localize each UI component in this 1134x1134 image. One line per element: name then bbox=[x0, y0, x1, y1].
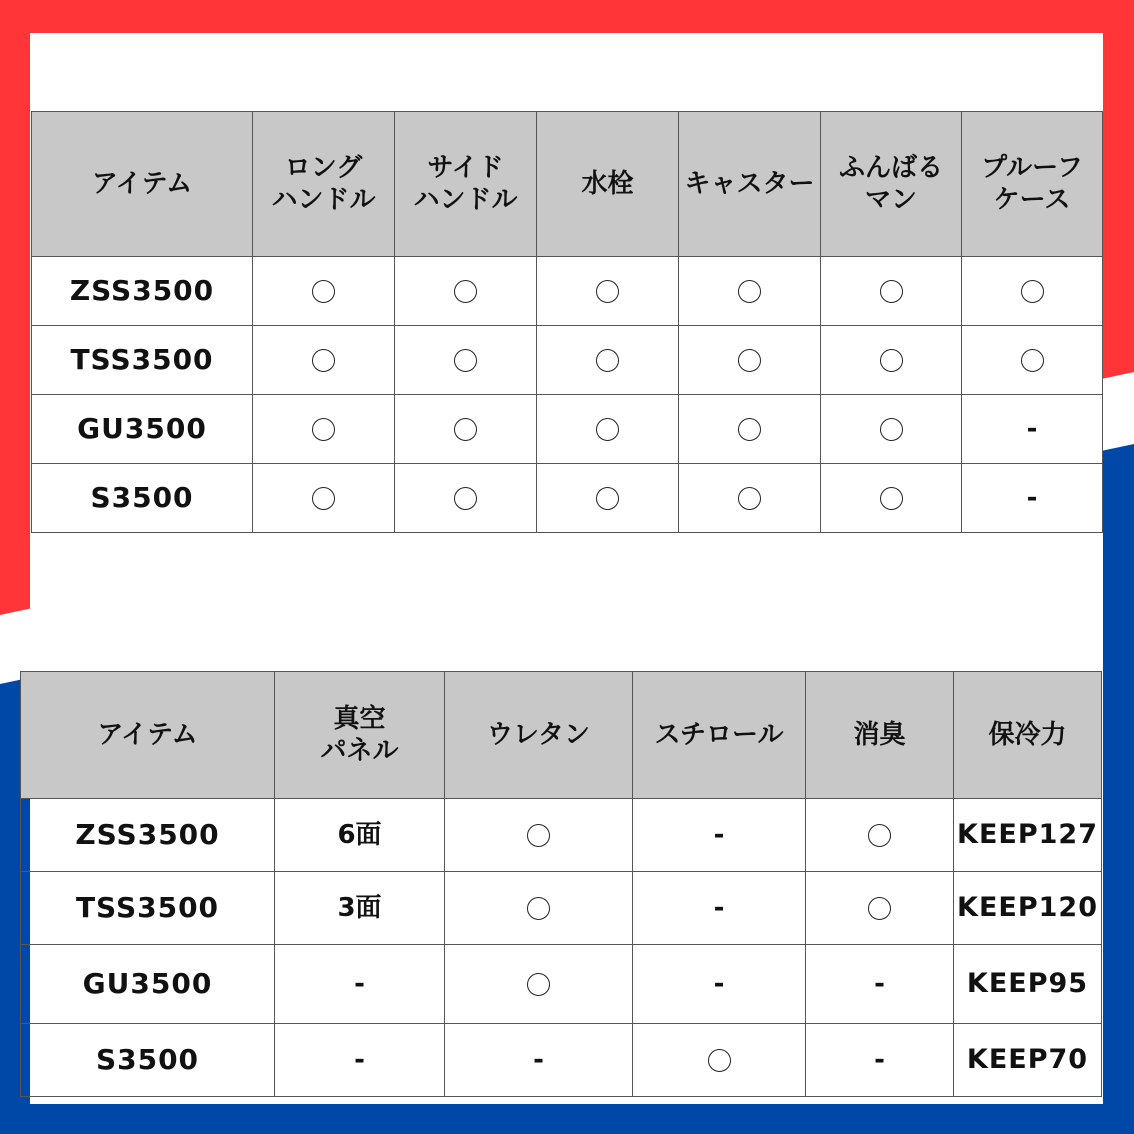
insulation-header-label: ウレタン bbox=[487, 720, 590, 750]
styrofoam-value: - bbox=[713, 820, 725, 850]
circle-mark-icon bbox=[312, 349, 335, 372]
deodorant-cell bbox=[806, 945, 954, 1024]
side-handle-cell bbox=[395, 257, 537, 326]
parts-row-s3500 bbox=[32, 464, 1103, 533]
model-name: GU3500 bbox=[32, 395, 253, 464]
vacuum-panel-cell bbox=[275, 945, 445, 1024]
insulation-header-label: 消臭 bbox=[853, 720, 906, 750]
insulation-row-zss3500 bbox=[21, 799, 1102, 872]
cold-retention-cell bbox=[954, 1024, 1102, 1097]
side-handle-cell bbox=[395, 326, 537, 395]
deodorant-value: - bbox=[874, 1045, 885, 1075]
model-name: TSS3500 bbox=[32, 326, 253, 395]
cold-retention-value: KEEP127 bbox=[957, 819, 1098, 850]
vacuum-panel-cell bbox=[275, 1024, 445, 1097]
parts-header-cell bbox=[395, 112, 537, 257]
vacuum-panel-value: 3面 bbox=[337, 893, 382, 923]
parts-table bbox=[31, 111, 1103, 533]
circle-mark-icon bbox=[454, 418, 477, 441]
insulation-header-cell bbox=[21, 672, 275, 799]
insulation-row-tss3500 bbox=[21, 872, 1102, 945]
caster-cell bbox=[679, 464, 821, 533]
caster-cell bbox=[679, 326, 821, 395]
caster-cell bbox=[679, 257, 821, 326]
circle-mark-icon bbox=[596, 280, 619, 303]
circle-mark-icon bbox=[738, 418, 761, 441]
insulation-table bbox=[20, 671, 1102, 1097]
parts-header-label: プルーフ ケース bbox=[981, 153, 1083, 215]
circle-mark-icon bbox=[880, 487, 903, 510]
parts-header-cell bbox=[253, 112, 395, 257]
parts-header-label: キャスター bbox=[684, 169, 815, 199]
proof-case-value: - bbox=[1026, 483, 1038, 513]
faucet-cell bbox=[537, 326, 679, 395]
circle-mark-icon bbox=[738, 349, 761, 372]
cold-retention-cell bbox=[954, 799, 1102, 872]
long-handle-cell bbox=[253, 464, 395, 533]
urethane-cell bbox=[445, 1024, 633, 1097]
faucet-cell bbox=[537, 464, 679, 533]
model-name: GU3500 bbox=[21, 945, 275, 1024]
circle-mark-icon bbox=[738, 487, 761, 510]
long-handle-cell bbox=[253, 395, 395, 464]
parts-row-gu3500 bbox=[32, 395, 1103, 464]
side-handle-cell bbox=[395, 395, 537, 464]
parts-header-row bbox=[32, 112, 1103, 257]
funbaru-man-cell bbox=[821, 395, 962, 464]
parts-header-label: サイド ハンドル bbox=[413, 153, 518, 215]
styrofoam-value: - bbox=[713, 969, 725, 999]
cold-retention-value: KEEP120 bbox=[957, 892, 1098, 923]
circle-mark-icon bbox=[596, 418, 619, 441]
circle-mark-icon bbox=[312, 280, 335, 303]
cold-retention-value: KEEP70 bbox=[966, 1044, 1089, 1075]
funbaru-man-cell bbox=[821, 326, 962, 395]
proof-case-cell bbox=[962, 257, 1103, 326]
insulation-header-label: 保冷力 bbox=[988, 720, 1067, 750]
insulation-header-cell bbox=[445, 672, 633, 799]
parts-header-cell bbox=[679, 112, 821, 257]
model-name: S3500 bbox=[32, 464, 253, 533]
parts-header-cell bbox=[962, 112, 1103, 257]
parts-header-cell bbox=[32, 112, 253, 257]
insulation-header-label: 真空 パネル bbox=[320, 704, 399, 766]
deodorant-value: - bbox=[874, 969, 885, 999]
circle-mark-icon bbox=[454, 349, 477, 372]
long-handle-cell bbox=[253, 257, 395, 326]
circle-mark-icon bbox=[880, 349, 903, 372]
circle-mark-icon bbox=[596, 349, 619, 372]
circle-mark-icon bbox=[454, 487, 477, 510]
cold-retention-cell bbox=[954, 872, 1102, 945]
circle-mark-icon bbox=[312, 487, 335, 510]
urethane-value: - bbox=[533, 1045, 544, 1075]
funbaru-man-cell bbox=[821, 464, 962, 533]
long-handle-cell bbox=[253, 326, 395, 395]
vacuum-panel-value: - bbox=[354, 1045, 365, 1075]
parts-header-label: ロング ハンドル bbox=[271, 153, 376, 215]
circle-mark-icon bbox=[868, 897, 891, 920]
parts-header-cell bbox=[537, 112, 679, 257]
deodorant-cell bbox=[806, 799, 954, 872]
styrofoam-cell bbox=[633, 799, 806, 872]
insulation-header-cell bbox=[633, 672, 806, 799]
parts-row-zss3500 bbox=[32, 257, 1103, 326]
styrofoam-cell bbox=[633, 872, 806, 945]
insulation-header-row bbox=[21, 672, 1102, 799]
circle-mark-icon bbox=[1021, 349, 1044, 372]
urethane-cell bbox=[445, 945, 633, 1024]
parts-row-tss3500 bbox=[32, 326, 1103, 395]
cold-retention-cell bbox=[954, 945, 1102, 1024]
circle-mark-icon bbox=[868, 824, 891, 847]
deodorant-cell bbox=[806, 1024, 954, 1097]
faucet-cell bbox=[537, 257, 679, 326]
model-name: S3500 bbox=[21, 1024, 275, 1097]
proof-case-cell bbox=[962, 326, 1103, 395]
parts-header-label: 水栓 bbox=[581, 169, 634, 199]
proof-case-cell bbox=[962, 395, 1103, 464]
circle-mark-icon bbox=[454, 280, 477, 303]
parts-header-label: ふんばる マン bbox=[838, 153, 943, 215]
circle-mark-icon bbox=[527, 973, 550, 996]
circle-mark-icon bbox=[738, 280, 761, 303]
circle-mark-icon bbox=[1021, 280, 1044, 303]
urethane-cell bbox=[445, 872, 633, 945]
deodorant-cell bbox=[806, 872, 954, 945]
circle-mark-icon bbox=[596, 487, 619, 510]
insulation-row-s3500 bbox=[21, 1024, 1102, 1097]
styrofoam-cell bbox=[633, 1024, 806, 1097]
funbaru-man-cell bbox=[821, 257, 962, 326]
caster-cell bbox=[679, 395, 821, 464]
insulation-header-label: アイテム bbox=[97, 720, 198, 750]
circle-mark-icon bbox=[880, 280, 903, 303]
insulation-row-gu3500 bbox=[21, 945, 1102, 1024]
insulation-header-cell bbox=[275, 672, 445, 799]
faucet-cell bbox=[537, 395, 679, 464]
vacuum-panel-cell bbox=[275, 872, 445, 945]
insulation-header-cell bbox=[806, 672, 954, 799]
vacuum-panel-cell bbox=[275, 799, 445, 872]
circle-mark-icon bbox=[312, 418, 335, 441]
proof-case-cell bbox=[962, 464, 1103, 533]
parts-header-label: アイテム bbox=[91, 169, 193, 199]
model-name: ZSS3500 bbox=[21, 799, 275, 872]
parts-header-cell bbox=[821, 112, 962, 257]
proof-case-value: - bbox=[1026, 414, 1038, 444]
vacuum-panel-value: - bbox=[354, 969, 365, 999]
styrofoam-cell bbox=[633, 945, 806, 1024]
insulation-header-label: スチロール bbox=[654, 720, 784, 750]
vacuum-panel-value: 6面 bbox=[337, 820, 382, 850]
side-handle-cell bbox=[395, 464, 537, 533]
cold-retention-value: KEEP95 bbox=[966, 968, 1089, 999]
circle-mark-icon bbox=[880, 418, 903, 441]
model-name: TSS3500 bbox=[21, 872, 275, 945]
circle-mark-icon bbox=[527, 897, 550, 920]
styrofoam-value: - bbox=[713, 893, 725, 923]
insulation-header-cell bbox=[954, 672, 1102, 799]
circle-mark-icon bbox=[527, 824, 550, 847]
model-name: ZSS3500 bbox=[32, 257, 253, 326]
urethane-cell bbox=[445, 799, 633, 872]
circle-mark-icon bbox=[708, 1049, 731, 1072]
